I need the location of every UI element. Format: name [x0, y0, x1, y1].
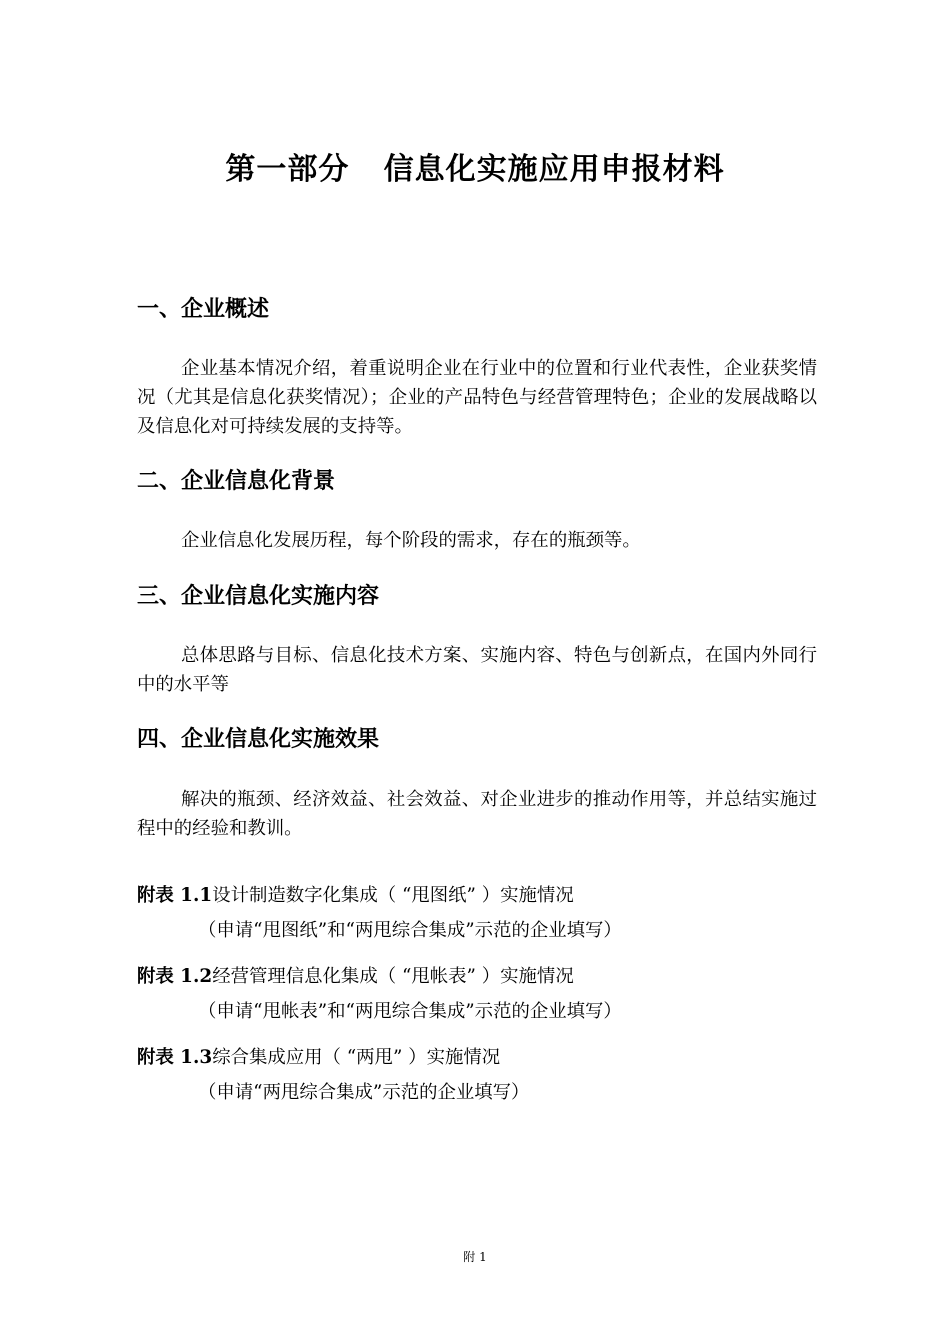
section-heading-content: 三、企业信息化实施内容: [137, 584, 380, 609]
section-body-content: 总体思路与目标、信息化技术方案、实施内容、特色与创新点，在国内外同行中的水平等: [137, 645, 817, 695]
annex-text: 综合集成应用（ “两甩” ）实施情况: [212, 1047, 501, 1068]
annex-item: [137, 1043, 500, 1069]
annex-note: （申请“两甩综合集成”示范的企业填写）: [198, 1082, 530, 1103]
section-heading-effect: 四、企业信息化实施效果: [137, 727, 380, 752]
section-body-overview: 企业基本情况介绍，着重说明企业在行业中的位置和行业代表性，企业获奖情况（尤其是信息化获奖情况）；企业的产品特色与经营管理特色；企业的发展战略以及信息化对可持续发展的支持等。: [137, 358, 817, 437]
annex-item: [137, 962, 574, 988]
annex-note: （申请“甩帐表”和“两甩综合集成”示范的企业填写）: [198, 1001, 622, 1022]
annex-label: 附表 1.3: [137, 1047, 213, 1068]
annex-item: [137, 881, 574, 907]
annex-text: 设计制造数字化集成（ “甩图纸” ）实施情况: [212, 885, 574, 906]
annex-label: 附表 1.1: [137, 885, 213, 906]
section-body-background: 企业信息化发展历程，每个阶段的需求，存在的瓶颈等。: [181, 530, 641, 551]
annex-note: （申请“甩图纸”和“两甩综合集成”示范的企业填写）: [198, 920, 622, 941]
annex-text: 经营管理信息化集成（ “甩帐表” ）实施情况: [212, 966, 574, 987]
page-title: 第一部分 信息化实施应用申报材料: [225, 152, 725, 187]
page-number: 附 1: [463, 1250, 487, 1264]
annex-label: 附表 1.2: [137, 966, 213, 987]
section-body-effect: 解决的瓶颈、经济效益、社会效益、对企业进步的推动作用等，并总结实施过程中的经验和教训。: [137, 789, 817, 839]
section-heading-overview: 一、企业概述: [137, 297, 270, 322]
section-heading-background: 二、企业信息化背景: [137, 469, 336, 494]
